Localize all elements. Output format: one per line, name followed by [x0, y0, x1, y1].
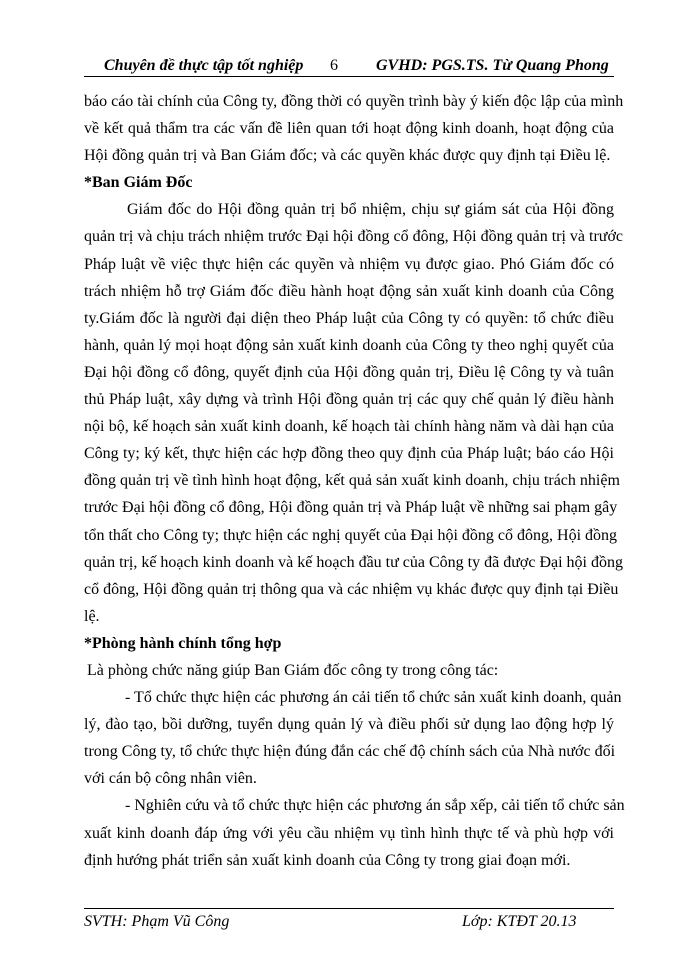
text-line: trách nhiệm hỗ trợ Giám đốc điều hành hoạt động sản xuất kinh doanh của Công	[84, 282, 614, 300]
text-line: Pháp luật về việc thực hiện các quyền và nhiệm vụ được giao. Phó Giám đốc có	[84, 255, 614, 273]
document-body	[84, 88, 625, 874]
text-line: Công ty; ký kết, thực hiện các hợp đồng theo quy định của Pháp luật; báo cáo Hội	[84, 445, 614, 463]
text-line: quản trị, kế hoạch kinh doanh và kế hoạch đầu tư của Công ty đã được Đại hội đồng	[84, 553, 623, 571]
text-line: Là phòng chức năng giúp Ban Giám đốc công ty trong công tác:	[87, 661, 499, 679]
footer-student: SVTH: Phạm Vũ Công	[84, 913, 230, 930]
text-line: về kết quả thẩm tra các vấn đề liên quan tới hoạt động kinh doanh, hoạt động của	[84, 120, 614, 138]
section-heading-phong-hanh-chinh: *Phòng hành chính tổng hợp	[84, 634, 282, 652]
text-line: cổ đông, Hội đồng quản trị thông qua và các nhiệm vụ khác được quy định tại Điều	[84, 580, 619, 598]
page-footer	[84, 908, 614, 933]
text-line: quản trị và chịu trách nhiệm trước Đại hội đồng cổ đông, Hội đồng quản trị và trước	[84, 228, 624, 246]
header-title: Chuyên đề thực tập tốt nghiệp	[104, 57, 304, 74]
text-line: trước Đại hội đồng cổ đông, Hội đồng quản trị và Pháp luật về những sai phạm gây	[84, 499, 618, 517]
text-line: đồng quản trị về tình hình hoạt động, kết quả sản xuất kinh doanh, chịu trách nhiệm	[84, 472, 620, 490]
text-line: Giám đốc do Hội đồng quản trị bổ nhiệm, chịu sự giám sát của Hội đồng	[127, 201, 614, 219]
text-line: định hướng phát triển sản xuất kinh doanh của Công ty trong giai đoạn mới.	[84, 851, 571, 869]
text-line: Hội đồng quản trị và Ban Giám đốc; và các quyền khác được quy định tại Điều lệ.	[84, 147, 611, 165]
text-line: thủ Pháp luật, xây dựng và trình Hội đồng quản trị các quy chế quản lý điều hành	[84, 391, 614, 409]
section-heading-ban-giam-doc: *Ban Giám Đốc	[84, 174, 193, 192]
page-number: 6	[330, 57, 338, 74]
text-line: với cán bộ công nhân viên.	[84, 770, 257, 788]
text-line: trong Công ty, tổ chức thực hiện đúng đắn các chế độ chính sách của Nhà nước đối	[84, 743, 616, 761]
bullet-item: - Tổ chức thực hiện các phương án cải tiến tổ chức sản xuất kinh doanh, quản	[125, 689, 622, 707]
text-line: xuất kinh doanh đáp ứng với yêu cầu nhiệm vụ tình hình thực tế và phù hợp với	[84, 824, 614, 842]
text-line: tổn thất cho Công ty; thực hiện các nghị quyết của Đại hội đồng cổ đông, Hội đồng	[84, 526, 618, 544]
text-line: ty.Giám đốc là người đại diện theo Pháp luật của Công ty có quyền: tổ chức điều	[84, 309, 614, 327]
header-advisor: GVHD: PGS.TS. Từ Quang Phong	[376, 57, 609, 74]
text-line: Đại hội đồng cổ đông, quyết định của Hội đồng quản trị, Điều lệ Công ty và tuân	[84, 363, 614, 381]
page-header	[84, 54, 614, 77]
text-line: nội bộ, kế hoạch sản xuất kinh doanh, kế hoạch tài chính hàng năm và dài hạn của	[84, 418, 614, 436]
text-line: lý, đào tạo, bồi dưỡng, tuyển dụng quản lý và điều phối sử dụng lao động hợp lý	[84, 716, 614, 734]
text-line: báo cáo tài chính của Công ty, đồng thời có quyền trình bày ý kiến độc lập của mình	[84, 93, 624, 110]
text-line: hành, quản lý mọi hoạt động sản xuất kinh doanh của Công ty theo nghị quyết của	[84, 336, 614, 354]
bullet-item: - Nghiên cứu và tổ chức thực hiện các phương án sắp xếp, cải tiến tổ chức sản	[125, 797, 625, 815]
text-line: lệ.	[84, 607, 100, 625]
footer-class: Lớp: KTĐT 20.13	[462, 913, 577, 930]
